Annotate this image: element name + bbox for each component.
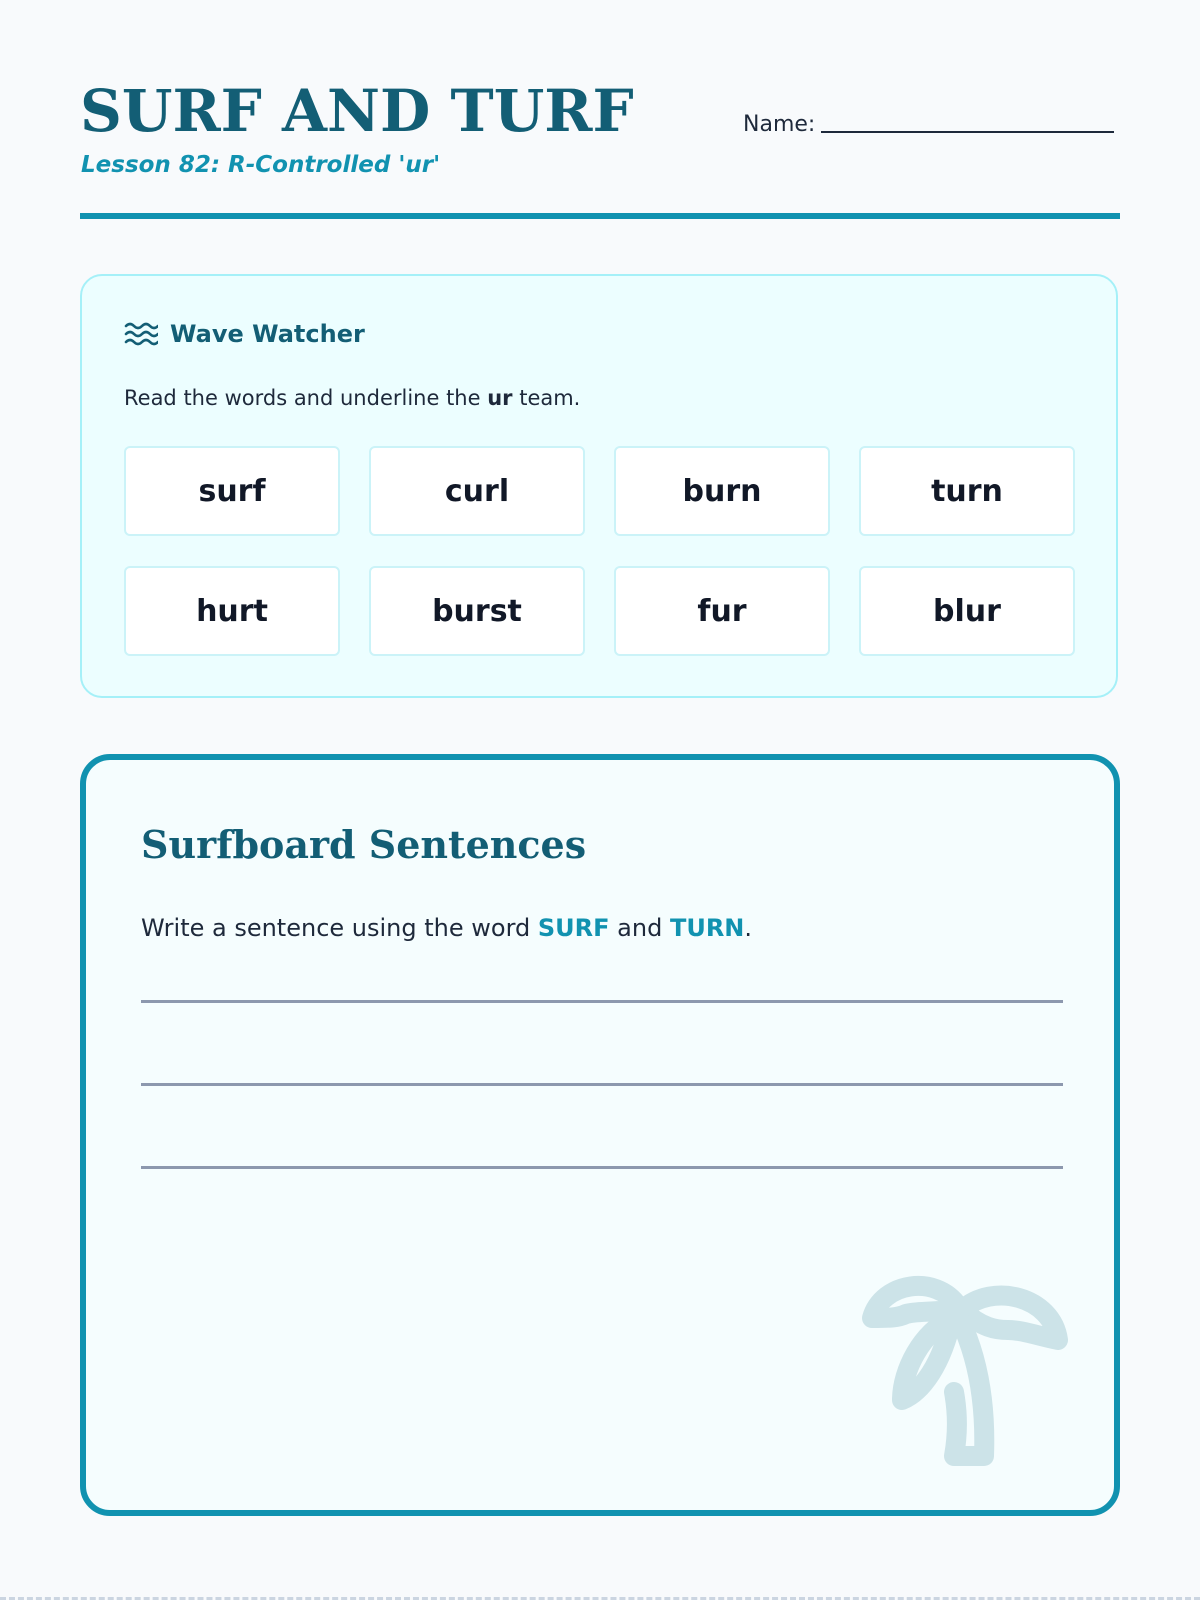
- page-title: SURF AND TURF: [80, 77, 634, 145]
- word-card[interactable]: burst: [369, 566, 585, 656]
- word-card[interactable]: curl: [369, 446, 585, 536]
- lesson-subtitle: Lesson 82: R-Controlled 'ur': [81, 152, 441, 178]
- palm-tree-icon: [862, 1274, 1072, 1474]
- instruction-text: Read the words and underline the: [124, 386, 488, 410]
- instruction-text-end: team.: [512, 386, 581, 410]
- writing-line[interactable]: [141, 1166, 1063, 1169]
- surfboard-instructions: [141, 914, 752, 942]
- word-card[interactable]: burn: [614, 446, 830, 536]
- wave-watcher-card: [80, 274, 1118, 698]
- name-label: Name:: [743, 112, 816, 137]
- writing-line[interactable]: [141, 1083, 1063, 1086]
- header-divider: [80, 213, 1120, 219]
- word-card[interactable]: fur: [614, 566, 830, 656]
- writing-line[interactable]: [141, 1000, 1063, 1003]
- instruction-emphasis: ur: [487, 386, 513, 410]
- wave-watcher-header: [124, 320, 365, 348]
- instruction-text: Write a sentence using the word: [141, 914, 538, 942]
- instruction-text-end: .: [744, 914, 753, 942]
- waves-icon: [124, 321, 158, 347]
- wave-watcher-title: Wave Watcher: [170, 320, 365, 348]
- word-card[interactable]: blur: [859, 566, 1075, 656]
- surfboard-title: Surfboard Sentences: [141, 822, 587, 867]
- highlight-word-turn: TURN: [669, 914, 745, 942]
- instruction-text-mid: and: [609, 914, 670, 942]
- name-field[interactable]: [743, 112, 1114, 137]
- word-card[interactable]: hurt: [124, 566, 340, 656]
- surfboard-sentences-card: [80, 754, 1120, 1516]
- highlight-word-surf: SURF: [537, 914, 610, 942]
- word-card[interactable]: turn: [859, 446, 1075, 536]
- name-blank-line[interactable]: [821, 113, 1114, 133]
- wave-watcher-instructions: [124, 386, 580, 410]
- word-grid: [124, 446, 1076, 656]
- word-card[interactable]: surf: [124, 446, 340, 536]
